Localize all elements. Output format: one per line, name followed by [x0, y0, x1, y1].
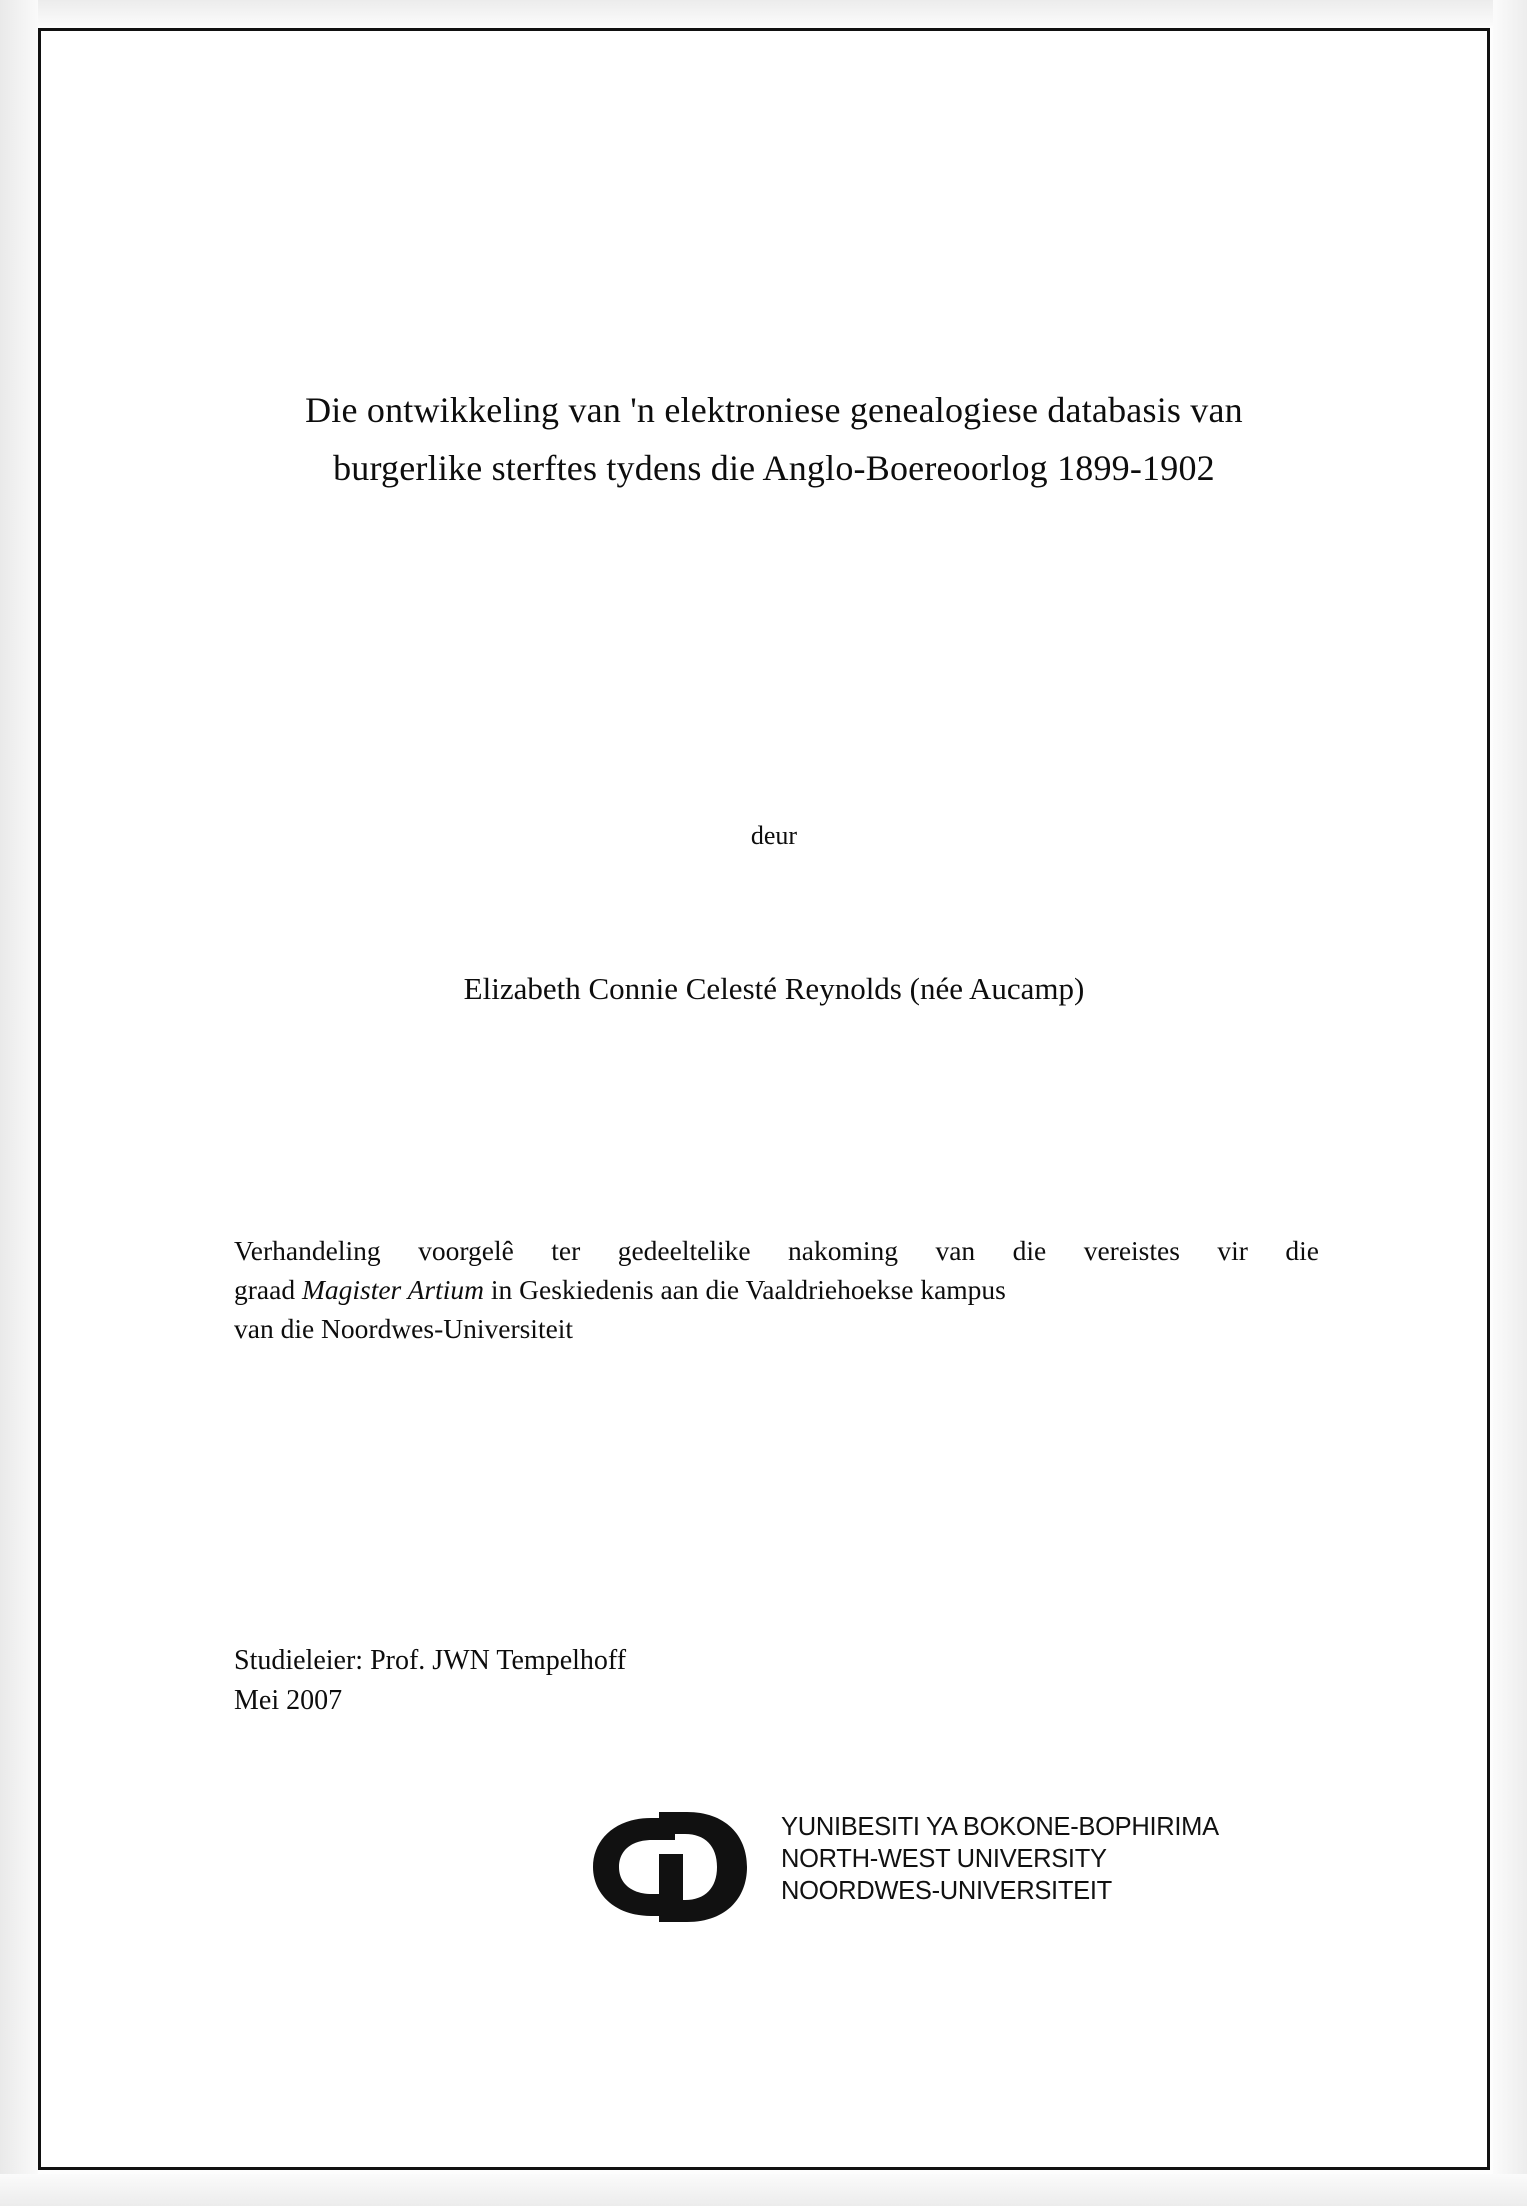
- page-border-frame: [38, 28, 1490, 2170]
- degree-statement: [234, 1231, 1319, 1348]
- university-logo-block: [589, 1806, 1219, 1936]
- statement-line-1: Verhandeling voorgelê ter gedeeltelike nakoming van die vereistes vir die: [234, 1235, 1319, 1266]
- university-logo-text: [781, 1812, 1219, 1908]
- logo-text-line-2: NORTH-WEST UNIVERSITY: [781, 1844, 1107, 1873]
- scan-edge-left: [0, 0, 38, 2206]
- scan-edge-right: [1493, 0, 1527, 2206]
- title-line-1: Die ontwikkeling van 'n elektroniese genealogiese databasis van: [305, 390, 1243, 430]
- author-name: Elizabeth Connie Celesté Reynolds (née Aucamp): [463, 971, 1085, 1006]
- statement-line-3: van die Noordwes-Universiteit: [234, 1313, 574, 1345]
- title-line-2: burgerlike sterftes tydens die Anglo-Boereoorlog 1899-1902: [333, 448, 1215, 489]
- statement-line-2-pre: graad: [234, 1274, 302, 1306]
- statement-line-2-post: in Geskiedenis aan die Vaaldriehoekse kampus: [484, 1274, 1006, 1306]
- document-title: [209, 381, 1339, 498]
- north-west-university-logo-icon: [589, 1810, 774, 1922]
- supervisor-block: [234, 1641, 1134, 1721]
- submission-date: Mei 2007: [234, 1684, 343, 1716]
- degree-name: Magister Artium: [301, 1274, 485, 1306]
- by-label: deur: [750, 821, 798, 850]
- scan-edge-top: [0, 0, 1527, 26]
- logo-text-line-1: YUNIBESITI YA BOKONE-BOPHIRIMA: [781, 1813, 1219, 1841]
- supervisor-name: Studieleier: Prof. JWN Tempelhoff: [234, 1645, 627, 1676]
- logo-text-line-3: NOORDWES-UNIVERSITEIT: [781, 1876, 1112, 1905]
- page-content: [189, 31, 1359, 2167]
- statement-line-2: [234, 1270, 1319, 1309]
- scan-edge-bottom: [0, 2174, 1527, 2206]
